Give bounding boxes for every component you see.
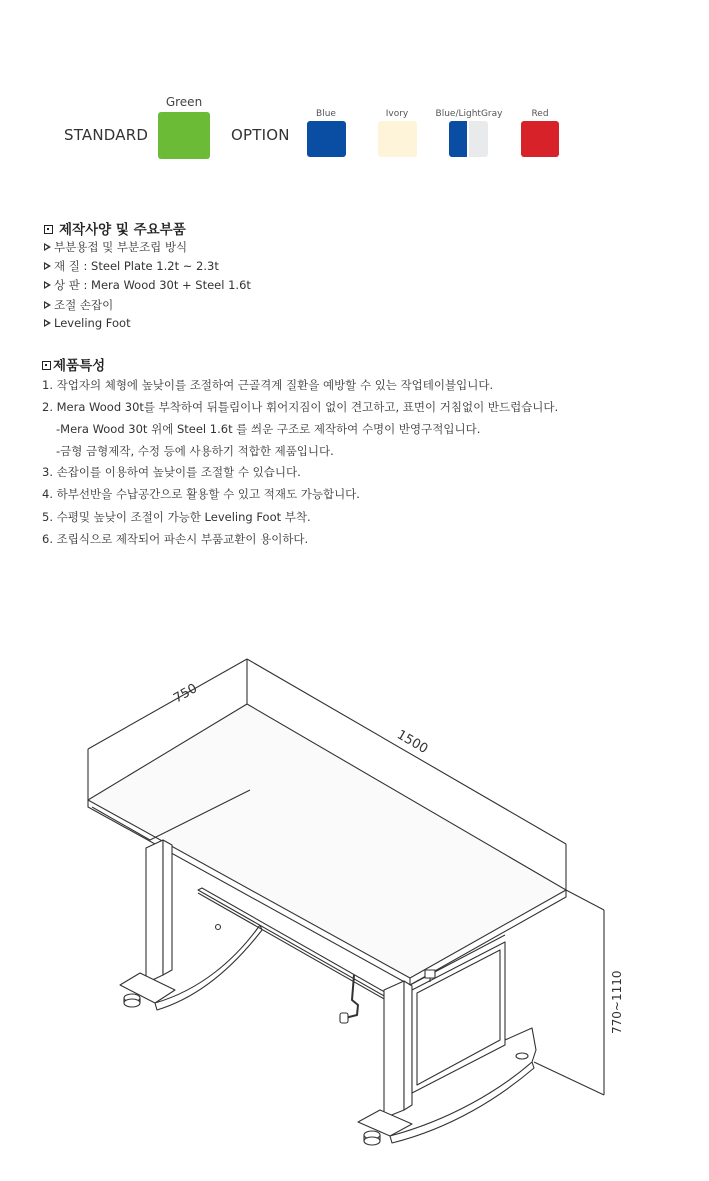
left-leg-front xyxy=(146,840,163,983)
triangle-bullet-icon xyxy=(44,262,51,270)
feature-item: 4. 하부선반을 수납공간으로 활용할 수 있고 적재도 가능합니다. xyxy=(42,487,360,501)
bolt xyxy=(216,925,221,930)
feature-item: 2. Mera Wood 30t를 부착하여 뒤틀림이나 휘어지짐이 없이 견고하고, 표면이 거침없이 반드럽습니다. xyxy=(42,400,559,414)
swatch-divider xyxy=(467,121,469,157)
spec-item: 재 질 : Steel Plate 1.2t ~ 2.3t xyxy=(44,258,219,274)
swatch-name-blue-lightgray: Blue/LightGray xyxy=(435,109,503,119)
table-drawing xyxy=(0,640,709,1160)
left-leg-side xyxy=(163,840,172,975)
panel-latch xyxy=(425,970,435,978)
swatch-green[interactable] xyxy=(158,112,210,159)
height-extension-top xyxy=(566,890,604,910)
spec-item: Leveling Foot xyxy=(44,316,131,330)
spec-item: 상 판 : Mera Wood 30t + Steel 1.6t xyxy=(44,277,251,293)
height-extension-bottom xyxy=(534,1062,604,1095)
swatch-red[interactable] xyxy=(521,121,559,157)
feature-item: 1. 작업자의 체형에 높낮이를 조절하여 근골격계 질환을 예방할 수 있는 작업테이블입니다. xyxy=(42,378,494,392)
depth-dimension-label: 750 xyxy=(171,681,201,707)
height-dimension-label: 770~1110 xyxy=(610,970,624,1034)
swatch-name-green: Green xyxy=(165,95,203,109)
swatch-name-blue: Blue xyxy=(316,109,336,119)
crank-grip xyxy=(340,1013,348,1023)
swatch-ivory[interactable] xyxy=(378,121,417,157)
features-title: 제품특성 xyxy=(42,354,105,374)
width-dimension-label: 1500 xyxy=(394,727,431,758)
square-bullet-icon xyxy=(42,361,51,370)
swatch-name-red: Red xyxy=(531,109,549,119)
feature-item: 3. 손잡이를 이용하여 높낮이를 조절할 수 있습니다. xyxy=(42,465,301,479)
swatch-name-ivory: Ivory xyxy=(385,109,409,119)
standard-label: STANDARD xyxy=(64,126,149,144)
square-bullet-icon xyxy=(44,225,53,234)
right-leg-side xyxy=(404,981,412,1110)
triangle-bullet-icon xyxy=(44,319,51,327)
right-leg-front xyxy=(384,981,404,1118)
spec-item: 조절 손잡이 xyxy=(44,297,113,313)
swatch-blue-half xyxy=(449,121,467,157)
swatch-blue-lightgray[interactable] xyxy=(449,121,488,157)
feature-subitem: -금형 금형제작, 수정 등에 사용하기 적합한 제품입니다. xyxy=(56,444,334,458)
specs-title: 제작사양 및 주요부품 xyxy=(44,218,186,238)
triangle-bullet-icon xyxy=(44,243,51,251)
triangle-bullet-icon xyxy=(44,281,51,289)
feature-subitem: -Mera Wood 30t 위에 Steel 1.6t 를 씌운 구조로 제작하여 수명이 반영구적입니다. xyxy=(56,422,481,436)
feature-item: 6. 조립식으로 제작되어 파손시 부품교환이 용이하다. xyxy=(42,532,309,546)
triangle-bullet-icon xyxy=(44,301,51,309)
spec-item: 부분용접 및 부분조립 방식 xyxy=(44,239,187,255)
option-label: OPTION xyxy=(231,126,290,144)
crank-handle xyxy=(345,975,358,1018)
feature-item: 5. 수평및 높낮이 조절이 가능한 Leveling Foot 부착. xyxy=(42,510,311,524)
swatch-blue[interactable] xyxy=(307,121,346,157)
